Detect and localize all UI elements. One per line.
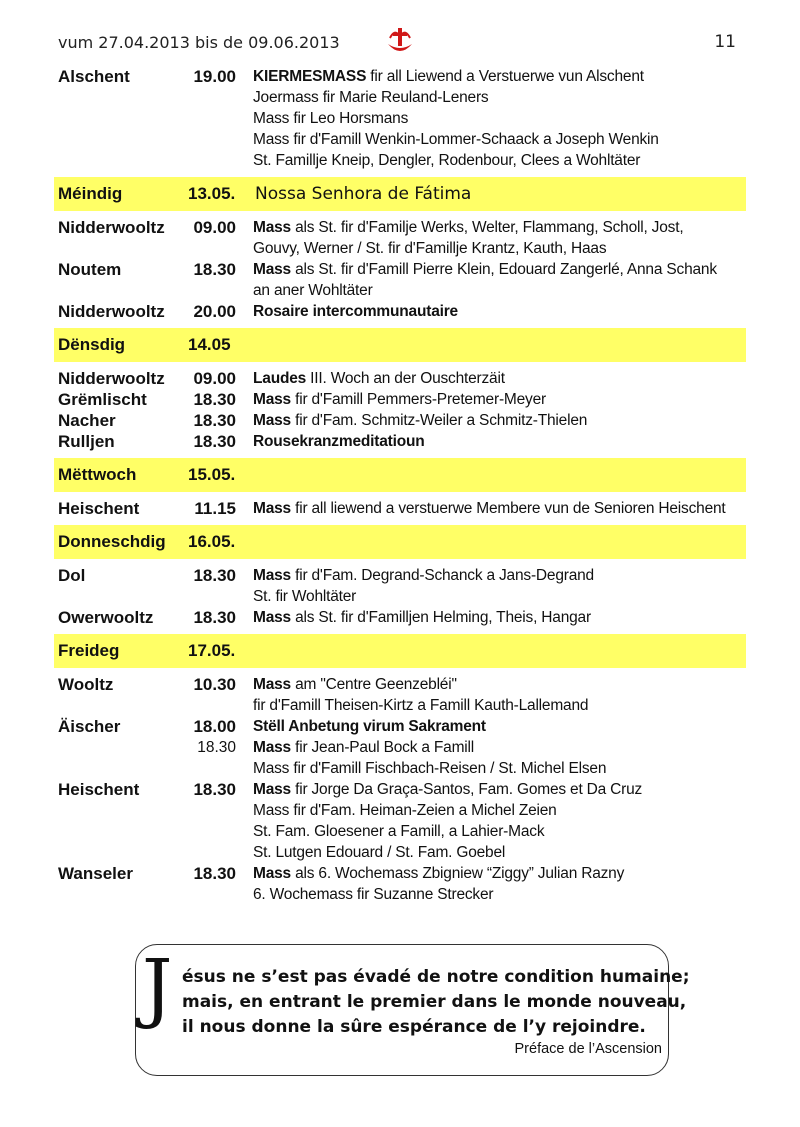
schedule-entry [54,863,746,905]
entry-time: 18.30 [197,739,236,756]
entry-line [253,607,746,628]
entry-line-text: St. fir Wohltäter [253,588,357,605]
quote-initial: J [142,942,173,1031]
entry-place: Heischent [58,780,140,799]
entry-line [253,301,746,322]
day-block [54,177,746,322]
day-date: 13.05. [188,184,236,203]
day-name: Dënsdig [58,335,126,354]
day-name: Méindig [58,184,123,203]
entry-time: 18.30 [193,608,236,627]
entry-place: Wooltz [58,675,114,694]
entry-line [253,800,746,821]
quote-line: il nous donne la sûre espérance de l’y rejoindre. [182,1017,646,1037]
entry-line-text: fir d'Famill Theisen-Kirtz a Famill Kauth-Lallemand [253,697,589,714]
entry-line [253,565,746,586]
quote-line: ésus ne s’est pas évadé de notre condition humaine; [182,967,690,987]
entry-time: 11.15 [194,499,236,518]
quote-box [135,942,690,1076]
entry-place: Äischer [58,717,121,736]
entry-line-text: Gouvy, Werner / St. fir d'Famillje Krantz, Kauth, Haas [253,240,607,257]
entry-place: Heischent [58,499,140,518]
entry-line-bold: Mass [253,609,291,626]
schedule-entry [54,301,746,322]
entry-line [253,821,746,842]
page-header [58,30,740,60]
entry-line-bold: Mass [253,500,291,517]
entry-line-bold: Mass [253,567,291,584]
day-block [54,458,746,519]
entry-line [253,842,746,863]
entry-line-text: St. Fam. Gloesener a Famill, a Lahier-Mack [253,823,545,840]
schedule-entry [54,674,746,716]
schedule-entry [54,410,746,431]
entry-line [253,779,746,800]
entry-line-text: an aner Wohltäter [253,282,373,299]
day-block [54,66,746,171]
entry-line [253,674,746,695]
day-block [54,525,746,628]
entry-line-text: fir d'Fam. Schmitz-Weiler a Schmitz-Thielen [290,412,588,429]
schedule-entry [54,565,746,607]
entry-line [253,758,746,779]
entry-line [253,410,746,431]
entry-line-bold: Mass [253,865,291,882]
day-name: Freideg [58,641,120,660]
entry-line-text: als St. fir d'Famill Pierre Klein, Edouard Zangerlé, Anna Schank [290,261,717,278]
entry-time: 18.30 [193,780,236,799]
entry-line [253,150,746,171]
entry-line [253,66,746,87]
quote-text [182,965,690,1040]
entry-time: 18.00 [193,717,236,736]
entry-place: Owerwooltz [58,608,154,627]
schedule-entry [54,259,746,301]
schedule-entry [54,217,746,259]
entry-line-text: Mass fir Leo Horsmans [253,110,409,127]
entry-line-text: fir Jorge Da Graça-Santos, Fam. Gomes et Da Cruz [290,781,643,798]
day-header [54,458,746,492]
day-block [54,634,746,905]
entry-line-text: Mass fir d'Famill Fischbach-Reisen / St. Michel Elsen [253,760,607,777]
entry-line-bold: KIERMESMASS [253,68,367,85]
day-date: 14.05 [188,335,231,354]
entry-line [253,695,746,716]
entry-place: Nidderwooltz [58,369,165,388]
entry-line [253,238,746,259]
day-header [54,525,746,559]
schedule-entry [54,389,746,410]
entry-line-text: Mass fir d'Famill Wenkin-Lommer-Schaack a Joseph Wenkin [253,131,659,148]
entry-line-text: als 6. Wochemass Zbigniew “Ziggy” Julian Razny [290,865,625,882]
entry-line [253,884,746,905]
schedule-entry [54,498,746,519]
entry-line [253,217,746,238]
entry-line [253,716,746,737]
day-name: Mëttwoch [58,465,137,484]
entry-line-text: fir Jean-Paul Bock a Famill [290,739,475,756]
schedule-entry [54,779,746,863]
schedule-entry [54,431,746,452]
entry-place: Nidderwooltz [58,302,165,321]
quote-line: mais, en entrant le premier dans le monde nouveau, [182,992,687,1012]
entry-line [253,108,746,129]
entry-place: Wanseler [58,864,133,883]
day-name: Donneschdig [58,532,166,551]
day-feast: Nossa Senhora de Fátima [255,184,472,204]
entry-line-text: St. Famillje Kneip, Dengler, Rodenbour, Clees a Wohltäter [253,152,641,169]
entry-line [253,87,746,108]
schedule-entry [54,66,746,171]
schedule-entry [54,368,746,389]
entry-line-bold: Mass [253,261,291,278]
entry-place: Grëmlischt [58,390,147,409]
entry-line-bold: Rousekranzmeditatioun [253,433,425,450]
entry-time: 10.30 [193,675,236,694]
entry-time: 18.30 [193,566,236,585]
day-header [54,634,746,668]
date-range: vum 27.04.2013 bis de 09.06.2013 [58,33,340,52]
entry-line-text: fir all Liewend a Verstuerwe vun Alschent [366,68,644,85]
entry-line-text: fir all liewend a verstuerwe Membere vun de Senioren Heischent [290,500,726,517]
entry-line-text: am "Centre Geenzebléi" [290,676,457,693]
entry-place: Nacher [58,411,116,430]
entry-line [253,368,746,389]
entry-line [253,737,746,758]
mass-schedule [54,66,746,905]
entry-line [253,259,746,280]
quote-source: Préface de l’Ascension [514,1041,662,1057]
day-date: 15.05. [188,465,236,484]
day-block [54,328,746,452]
entry-place: Nidderwooltz [58,218,165,237]
entry-time: 18.30 [193,864,236,883]
day-header [54,177,746,211]
entry-line [253,431,746,452]
entry-line-text: fir d'Fam. Degrand-Schanck a Jans-Degrand [290,567,594,584]
entry-time: 18.30 [193,390,236,409]
entry-line-text: Mass fir d'Fam. Heiman-Zeien a Michel Zeien [253,802,557,819]
church-logo-icon [384,24,416,58]
entry-line [253,280,746,301]
entry-line-bold: Mass [253,219,291,236]
entry-line-text: III. Woch an der Ouschterzäit [306,370,505,387]
entry-line-bold: Mass [253,391,291,408]
entry-line-bold: Mass [253,739,291,756]
entry-place: Noutem [58,260,122,279]
entry-line [253,389,746,410]
entry-time: 18.30 [193,432,236,451]
entry-line [253,586,746,607]
entry-time: 09.00 [193,218,236,237]
entry-line-bold: Laudes [253,370,307,387]
schedule-entry [54,716,746,737]
entry-line [253,863,746,884]
page-number: 11 [714,32,736,52]
entry-place: Alschent [58,67,130,86]
day-date: 17.05. [188,641,236,660]
entry-time: 20.00 [193,302,236,321]
entry-time: 19.00 [193,67,236,86]
entry-line-text: Joermass fir Marie Reuland-Leners [253,89,489,106]
day-date: 16.05. [188,532,236,551]
day-header [54,328,746,362]
entry-line-text: fir d'Famill Pemmers-Pretemer-Meyer [290,391,546,408]
entry-line-text: als St. fir d'Familje Werks, Welter, Flammang, Scholl, Jost, [290,219,684,236]
entry-line-text: 6. Wochemass fir Suzanne Strecker [253,886,494,903]
entry-time: 09.00 [193,369,236,388]
entry-line-bold: Mass [253,412,291,429]
entry-line-text: St. Lutgen Edouard / St. Fam. Goebel [253,844,506,861]
entry-line-bold: Rosaire intercommunautaire [253,303,458,320]
entry-line-bold: Mass [253,676,291,693]
entry-line [253,129,746,150]
entry-line [253,498,746,519]
entry-line-bold: Mass [253,781,291,798]
entry-place: Dol [58,566,86,585]
entry-place: Rulljen [58,432,115,451]
schedule-entry [54,737,746,779]
entry-time: 18.30 [193,260,236,279]
entry-time: 18.30 [193,411,236,430]
schedule-entry [54,607,746,628]
entry-line-text: als St. fir d'Familljen Helming, Theis, Hangar [290,609,591,626]
entry-line-bold: Stëll Anbetung virum Sakrament [253,718,486,735]
